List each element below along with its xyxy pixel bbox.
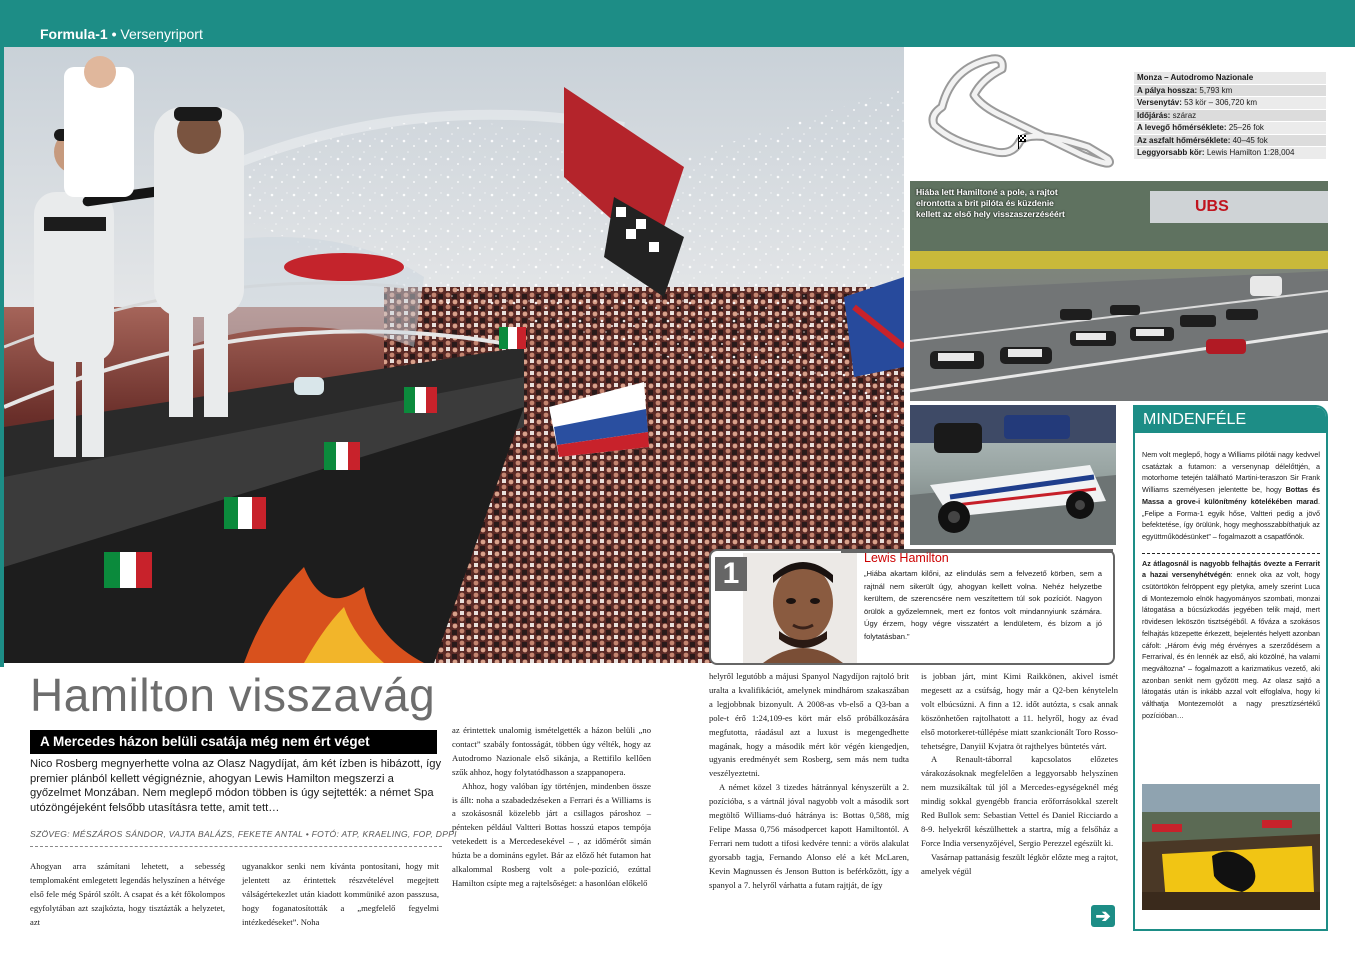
track-stat-row <box>1134 110 1326 123</box>
body-column-5 <box>921 670 1118 879</box>
hamilton-portrait <box>743 553 857 663</box>
mindenfele-sidebar <box>1133 405 1328 931</box>
body-column-4 <box>709 670 909 893</box>
section-header-bar <box>0 0 1355 47</box>
track-stats-table <box>1134 72 1326 160</box>
monza-track-map <box>912 47 1128 177</box>
ferrari-fans-illustration <box>1142 784 1320 910</box>
position-number: 1 <box>715 557 747 591</box>
williams-car-photo <box>910 405 1116 545</box>
track-stat-row <box>1134 97 1326 110</box>
track-stat-label: Időjárás: <box>1137 110 1171 120</box>
track-stat-row <box>1134 135 1326 148</box>
track-stat-value: 25–26 fok <box>1228 123 1264 132</box>
body-paragraph: Ahogyan arra számítani lehetett, a sebesség templomaként emlegetett legendás helyszínen a hétvége első fele még Spáról szólt. A csapat és a két főkolompos egyfolytában azt szajkózta, hogy tisztázták a helyzetet, azt <box>30 861 225 927</box>
track-stat-label: Az aszfalt hőmérséklete: <box>1137 135 1231 145</box>
section-subname: Versenyriport <box>120 26 203 42</box>
track-stat-value: 53 kör – 306,720 km <box>1184 98 1258 107</box>
article-subheadline: A Mercedes házon belüli csatája még nem ért véget <box>30 730 437 754</box>
track-stat-value: Lewis Hamilton 1:28,004 <box>1206 148 1295 157</box>
track-stat-row <box>1134 147 1326 160</box>
track-stat-row <box>1134 85 1326 98</box>
sidebar-paragraph: Nem volt meglepő, hogy a Williams pilótái nagy kedvvel csatáztak a futamon: a versenynap délelőttjén, a motorhome tetején található Martini-teraszon Sir Frank Williams személyesen jelentette be, hogy Bottas és Massa a grove-i különítmény kötelékében marad. „Felipe a Forma-1 egyik hőse, Valtteri pedig a jövő befektetése, így örülünk, hogy meghosszabbíthatjuk az együttműködésünket” – fogalmazott a csapatfőnök. <box>1142 450 1320 541</box>
body-column-2 <box>242 860 439 930</box>
article-lede: Nico Rosberg megnyerhette volna az Olasz Nagydíjat, ám két ízben is hibázott, így premier plánból kellett végignéznie, ahogyan Lewis Hamilton megszerzi a győzelmet Monzában. Nem meglepő módon többen is úgy sejtették: a német Spa utózöngéjeként felsőbb utasításra tette, amit tett… <box>30 758 442 814</box>
race-start-caption: Hiába lett Hamiltoné a pole, a rajtot elrontotta a brit pilóta és küzdenie kellett az első hely visszaszerzéséért <box>916 187 1065 219</box>
track-map <box>912 47 1128 177</box>
track-stat-label: A pálya hossza: <box>1137 85 1198 95</box>
continue-arrow-icon: ➔ <box>1091 905 1115 927</box>
track-stat-value: száraz <box>1172 110 1197 120</box>
track-stat-label: Leggyorsabb kör: <box>1137 148 1205 157</box>
hamilton-quote-box <box>709 549 1115 665</box>
track-stat-label: Versenytáv: <box>1137 98 1182 107</box>
mindenfele-body <box>1142 449 1320 731</box>
hamilton-portrait-illustration <box>743 553 857 663</box>
lede-divider <box>30 846 442 847</box>
williams-car-illustration <box>910 405 1116 545</box>
body-paragraph: A német közel 3 tizedes hátránnyal kényszerült a 2. pozícióba, s a vártnál jóval nagyobb volt a második sort megtöltő Williams-duó hátránya is: Bottas 0,588, míg Felipe Massa 0,756 másodpercet kapott Hamiltontól. A Ferrari nem tudott a tifosi kedvére tenni: a vörös alakulat gyorsabb tagja, Fernando Alonso elé a két McLaren, Kevin Magnussen és Jenson Button is beférkőzött, így a spanyol a 7. helyről várhatta a futam rajtját, de így <box>709 782 909 890</box>
body-paragraph: az érintettek unalomig ismételgették a házon belüli „no contact” szabály fontosságát, többen úgy vélték, hogy az Autodromo Nazionale első sikánja, a Rettifilo kellően szűk ahhoz, hogy folytatódhasson a szappanopera. <box>452 725 651 777</box>
article-credit: SZÖVEG: MÉSZÁROS SÁNDOR, VAJTA BALÁZS, FEKETE ANTAL • FOTÓ: ATP, KRAELING, FOP, DPPI <box>30 829 457 839</box>
body-paragraph: helyről legutóbb a májusi Spanyol Nagydíjon rajtoló brit uralta a kvalifikációt, amelynek mindhárom szakaszában a legjobbnak bizonyult. A 2008-as vb-első a Q3-ban a pole-t érő 1:24,109-es kört már első próbálkozására megfutotta, ráadásul azt a luxust is megengedhette magának, hogy a második mért kör végén kiengedjen, ugyanis eredményét sem Rosberg, sem más nem tudta veszélyeztetni. <box>709 671 909 779</box>
race-start-photo <box>910 181 1328 401</box>
ubs-banner-text: UBS <box>1195 198 1229 215</box>
body-column-3 <box>452 724 651 891</box>
article-headline: Hamilton visszavág <box>30 669 436 721</box>
track-stat-value: 5,793 km <box>1199 85 1233 95</box>
ferrari-fans-photo <box>1142 784 1320 910</box>
track-stat-label: A levegő hőmérséklete: <box>1137 123 1227 132</box>
quote-text: „Hiába akartam kilőni, az elindulás sem a felvezető körben, sem a rajtnál nem sikerült úgy, ahogyan kellett volna. Nehéz helyzetbe kerültem, de szerencsére nem veszítettem túl sok pozíciót. Nagyon örülök a győzelemnek, mert ez fontos volt mindannyiunk számára. Úgy érzem, hogy végre visszatért a lendületem, és bízom a jó folytatásban.” <box>864 569 1102 641</box>
body-paragraph: is jobban járt, mint Kimi Raikkönen, akivel ismét megesett az a csúfság, hogy már a Q2-ben kényteleln volt elbúcsúzni. A finn a 12. időt autózta, s csak annak köszönhetően rajtolhatott a 11. helyről, hogy az évad első motorkeret-túllépése miatt szankcionált Toro Rosso-tehetségre, Danyiil Kvjatra öt rajthelyes büntetés várt. <box>921 671 1118 751</box>
sidebar-paragraph: Az átlagosnál is nagyobb felhajtás övezte a Ferrarit a hazai versenyhétvégén: ennek oka az volt, hogy csütörtökön felröppent egy pletyka, amely szerint Luca di Montezemolo elnök hagyományos szombati, monzai látogatása a búcsúzkodás jegyében telik majd, mert rövidesen leköszön tisztségéből. A főváza a szokásos felhajtás közepette érkezett, bejelentés helyett azonban cáfolt: „Három évig még érvényes a szerződésem a Ferrarival, és én lennék az első, aki közölné, ha valami megváltozna” – fogalmazott a karizmatikus vezető, aki azonban senkit nem győzött meg. Az olasz sajtó a látogatás után is inkább azzal volt elfoglalva, hogy ki válthatja Montezemolót a nagy presztízsértékű pozícióban… <box>1142 558 1320 720</box>
section-title: Formula-1 • Versenyriport <box>40 26 203 42</box>
track-stats-title: Monza – Autodromo Nazionale <box>1134 72 1326 85</box>
section-name: Formula-1 <box>40 26 108 42</box>
body-paragraph: ugyanakkor senki nem kívánta pontosítani, hogy mit jelentett az érintettek részvételével megejtett válságértekezlet után kiadott kommüniké azon passzusa, hogy foganatosították a „megfelelő fegyelmi intézkedéseket”. Noha <box>242 861 439 927</box>
body-paragraph: Vasárnap pattanásig feszült légkör előzte meg a rajtot, amelyek végül <box>921 851 1118 876</box>
body-paragraph: Ahhoz, hogy valóban így történjen, mindenben össze is állt: noha a szabadedzéseken a Ferrari és a Williams is a szokásosnál közelebb járt a csillagos pároshoz – pénteken például Valtteri Bottas hosszú etapos tempója vetekedett is a Mercedesekével – , az időmérőt simán húzta be a domináns egylet. Bár az előző hét futamon hat alkalommal Rosberg volt a pole-pozíció, ezúttal Hamilton csípte meg a rajtelsőséget: a hasonlóan előkelő <box>452 780 651 888</box>
sidebar-divider <box>1142 553 1320 554</box>
quote-speaker-name: Lewis Hamilton <box>864 551 949 565</box>
body-paragraph: A Renault-táborral kapcsolatos előzetes várakozásoknak megfelelően a leggyorsabb helyszínen nem muzsikáltak túl jól a Mercedes-egységeknél még mindig sokkal gyengébb francia erőforrásokkal szerelt Red Bullok sem: Sebastian Vettel és Daniel Ricciardo a 8-9. helyekről készülhettek a startra, míg a felsőház a Force India versenyzőjével, Sergio Perezzel egészült ki. <box>921 754 1118 848</box>
track-stat-row <box>1134 122 1326 135</box>
track-stat-value: 40–45 fok <box>1232 135 1268 145</box>
body-column-1 <box>30 860 225 930</box>
mindenfele-title: MINDENFÉLE <box>1135 407 1326 433</box>
